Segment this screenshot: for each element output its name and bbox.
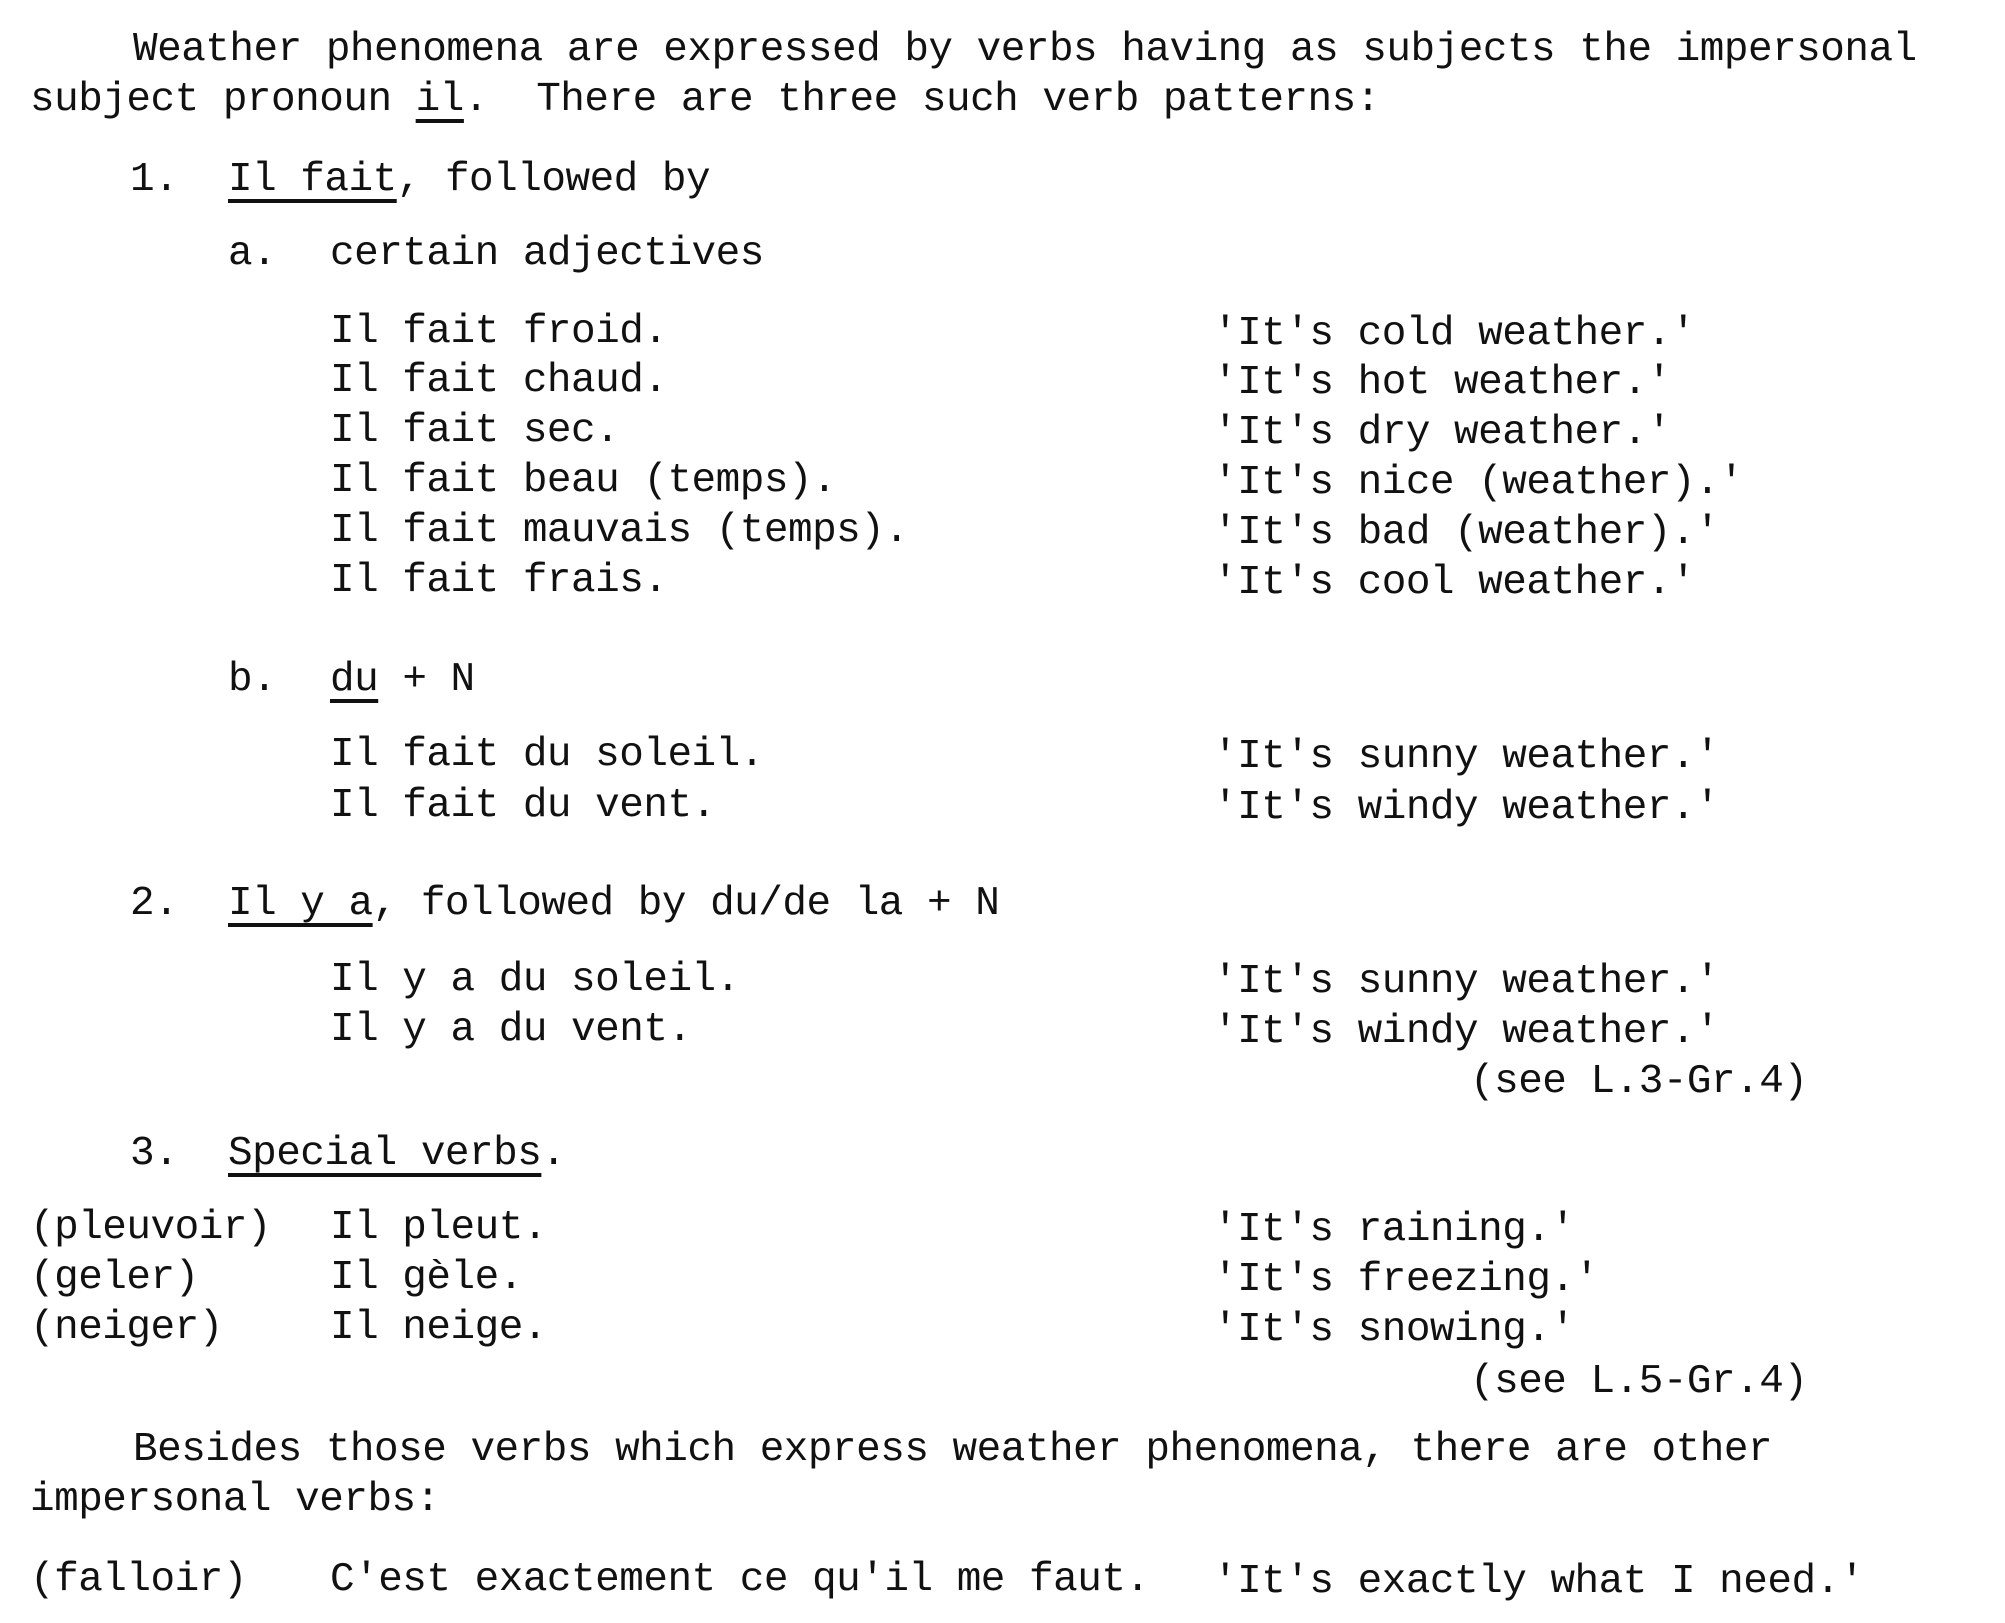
example-en: 'It's raining.' (1213, 1207, 1575, 1253)
section-1-heading-underlined: Il fait (228, 157, 397, 203)
example-fr: Il fait beau (temps). (330, 458, 837, 504)
example-en: 'It's cold weather.' (1213, 311, 1696, 357)
section-1-number: 1. (130, 157, 179, 203)
section-2-heading-underlined: Il y a (228, 881, 373, 927)
besides-line-1: Besides those verbs which express weather phenomena, there are other (133, 1427, 1773, 1473)
example-fr: Il fait mauvais (temps). (330, 508, 909, 554)
section-2-heading (228, 881, 1000, 927)
example-en: 'It's windy weather.' (1213, 785, 1720, 831)
example-en: 'It's windy weather.' (1213, 1009, 1720, 1055)
infinitive: (falloir) (30, 1557, 247, 1603)
subsection-a-label: a. (228, 231, 277, 277)
subsection-b-rest: + N (378, 657, 475, 703)
example-fr: Il fait du soleil. (330, 732, 764, 778)
example-en: 'It's bad (weather).' (1213, 510, 1720, 556)
intro-line-1: Weather phenomena are expressed by verbs having as subjects the impersonal (133, 27, 1917, 73)
example-fr: Il y a du soleil. (330, 957, 740, 1003)
cross-reference: (see L.3-Gr.4) (1470, 1059, 1808, 1105)
example-fr: Il pleut. (330, 1205, 547, 1251)
section-3-heading (228, 1131, 566, 1177)
subsection-b-text (330, 657, 475, 703)
intro-line-2-post: . There are three such verb patterns: (463, 77, 1380, 123)
example-en: 'It's freezing.' (1213, 1257, 1599, 1303)
example-en: 'It's dry weather.' (1213, 410, 1671, 456)
infinitive: (geler) (30, 1255, 199, 1301)
example-en: 'It's sunny weather.' (1213, 959, 1720, 1005)
intro-line-2-pre: subject pronoun (30, 77, 416, 123)
example-fr: Il neige. (330, 1305, 547, 1351)
example-fr: Il fait du vent. (330, 783, 716, 829)
example-fr: Il fait chaud. (330, 358, 668, 404)
pronoun-il: il (415, 77, 464, 123)
example-en: 'It's cool weather.' (1213, 560, 1696, 606)
besides-line-2: impersonal verbs: (30, 1477, 440, 1523)
example-en: 'It's nice (weather).' (1213, 460, 1744, 506)
subsection-b-label: b. (228, 657, 277, 703)
section-3-heading-rest: . (541, 1131, 566, 1177)
example-en: 'It's exactly what I need.' (1213, 1559, 1864, 1605)
infinitive: (neiger) (30, 1305, 223, 1351)
example-fr: Il fait froid. (330, 309, 668, 355)
subsection-b-du: du (330, 657, 379, 703)
intro-line-2 (30, 77, 1380, 123)
section-1-heading-rest: , followed by (396, 157, 711, 203)
section-2-number: 2. (130, 881, 179, 927)
example-fr: Il gèle. (330, 1255, 523, 1301)
example-fr: Il fait frais. (330, 558, 668, 604)
subsection-a-text: certain adjectives (330, 231, 764, 277)
example-en: 'It's snowing.' (1213, 1307, 1575, 1353)
cross-reference: (see L.5-Gr.4) (1470, 1359, 1808, 1405)
section-3-number: 3. (130, 1131, 179, 1177)
example-fr: Il y a du vent. (330, 1007, 692, 1053)
section-2-heading-rest: , followed by du/de la + N (372, 881, 1000, 927)
section-3-heading-underlined: Special verbs (228, 1131, 542, 1177)
example-en: 'It's hot weather.' (1213, 360, 1671, 406)
section-1-heading (228, 157, 711, 203)
infinitive: (pleuvoir) (30, 1205, 272, 1251)
example-en: 'It's sunny weather.' (1213, 734, 1720, 780)
example-fr: C'est exactement ce qu'il me faut. (330, 1557, 1150, 1603)
example-fr: Il fait sec. (330, 408, 620, 454)
